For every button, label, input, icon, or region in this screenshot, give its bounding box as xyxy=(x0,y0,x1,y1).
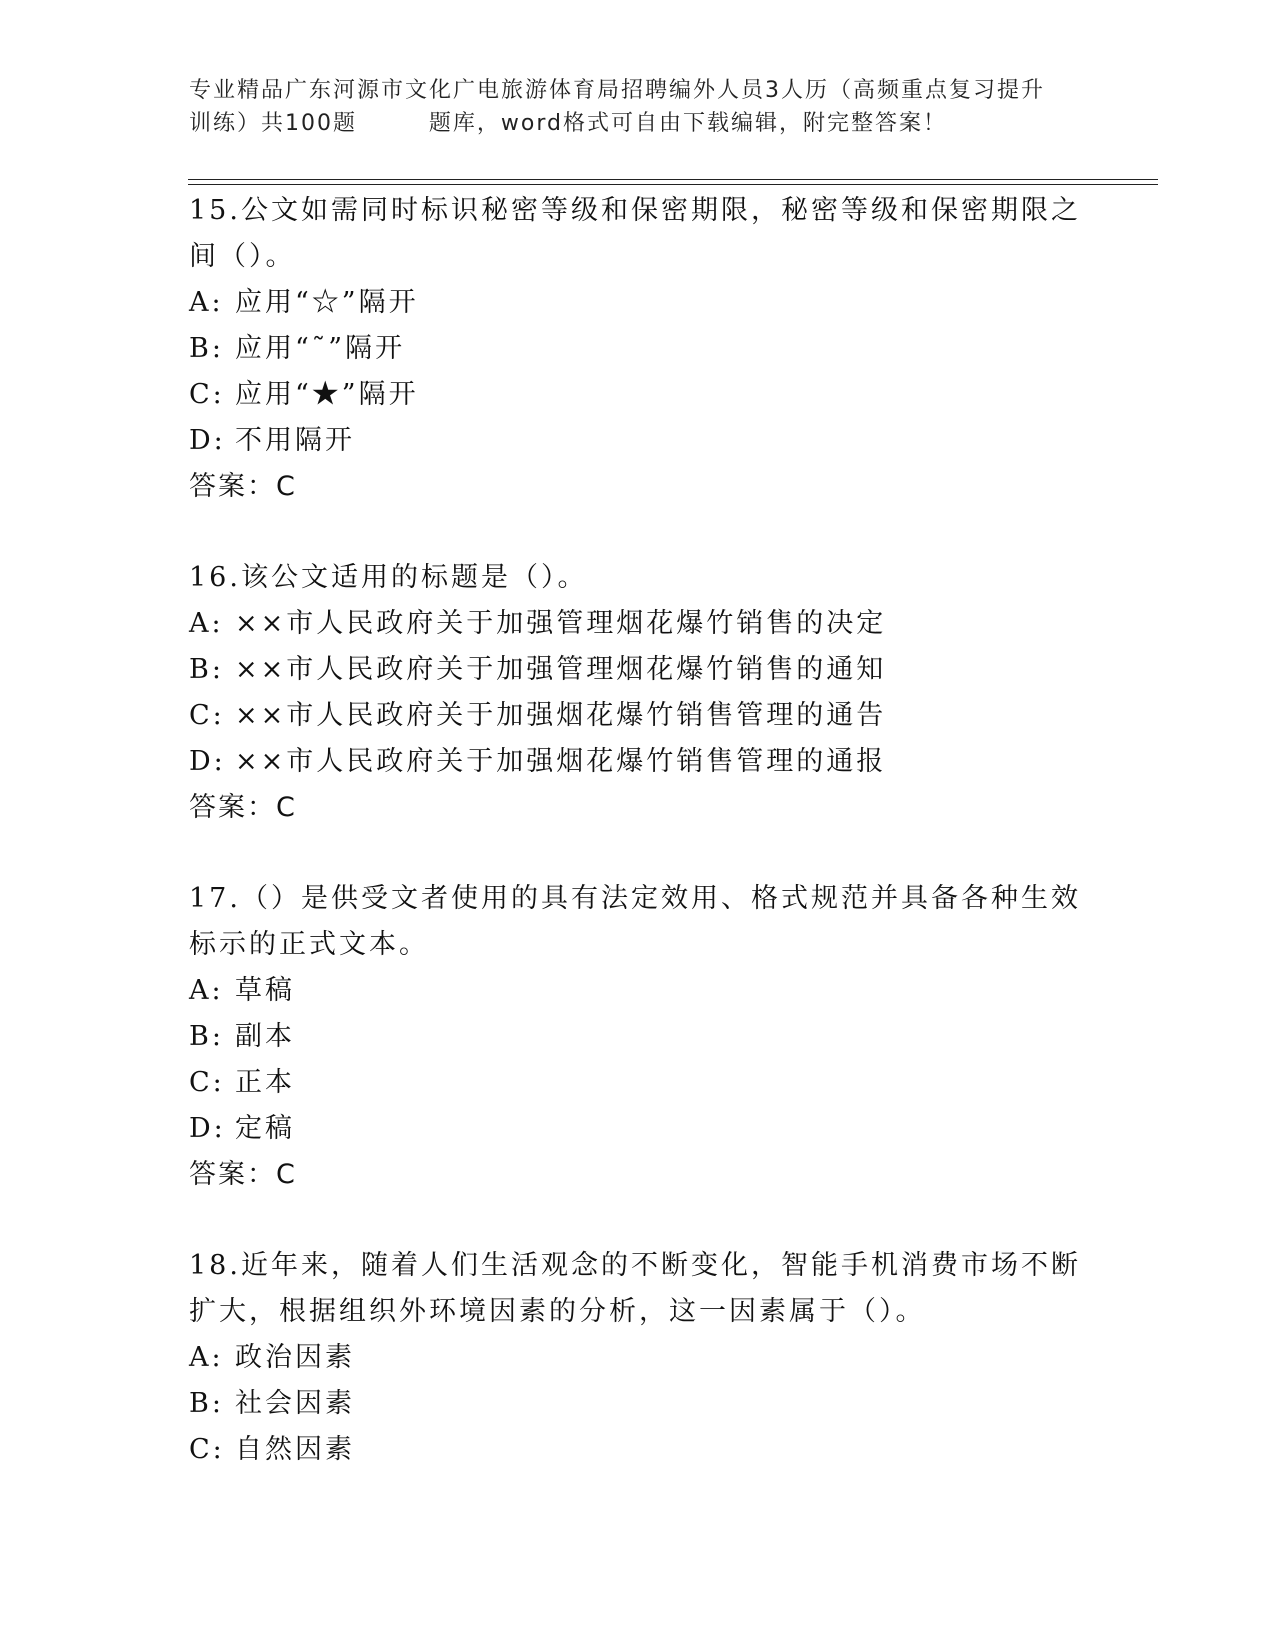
option-letter: A: xyxy=(189,287,224,318)
option-b xyxy=(189,1381,1089,1427)
option-letter: C: xyxy=(189,379,225,410)
question-15 xyxy=(189,188,1089,510)
header-divider-bottom xyxy=(188,184,1158,185)
option-letter: B: xyxy=(189,1388,224,1419)
option-text: 副本 xyxy=(235,1021,295,1052)
option-text: 应用“☆”隔开 xyxy=(235,287,419,318)
document-header xyxy=(189,74,1089,140)
answer-line: 答案：C xyxy=(189,792,297,823)
option-a xyxy=(189,1335,1089,1381)
option-letter: A: xyxy=(189,608,224,639)
option-c xyxy=(189,1060,1089,1106)
option-a xyxy=(189,968,1089,1014)
option-c xyxy=(189,372,1089,418)
option-text: ××市人民政府关于加强烟花爆竹销售管理的通告 xyxy=(235,700,887,731)
option-d xyxy=(189,1106,1089,1152)
question-17 xyxy=(189,876,1089,1198)
option-c xyxy=(189,693,1089,739)
option-d xyxy=(189,418,1089,464)
option-text: 正本 xyxy=(235,1067,295,1098)
option-b xyxy=(189,1014,1089,1060)
option-letter: B: xyxy=(189,654,224,685)
header-title-line-2: 训练）共100题 题库，word格式可自由下载编辑，附完整答案！ xyxy=(189,111,948,136)
option-a xyxy=(189,601,1089,647)
option-letter: C: xyxy=(189,700,225,731)
header-divider-top xyxy=(188,179,1158,180)
option-text: 不用隔开 xyxy=(235,425,355,456)
option-b xyxy=(189,647,1089,693)
option-text: 社会因素 xyxy=(235,1388,355,1419)
question-stem: 16.该公文适用的标题是（）。 xyxy=(189,562,588,593)
option-letter: A: xyxy=(189,975,224,1006)
option-a xyxy=(189,280,1089,326)
question-list xyxy=(189,188,1089,1518)
option-letter: C: xyxy=(189,1067,225,1098)
option-letter: D: xyxy=(189,1113,226,1144)
option-b xyxy=(189,326,1089,372)
question-stem: 17.（）是供受文者使用的具有法定效用、格式规范并具备各种生效标示的正式文本。 xyxy=(189,883,1081,960)
option-text: ××市人民政府关于加强管理烟花爆竹销售的通知 xyxy=(235,654,887,685)
option-text: ××市人民政府关于加强管理烟花爆竹销售的决定 xyxy=(235,608,887,639)
answer-line: 答案：C xyxy=(189,471,297,502)
option-letter: D: xyxy=(189,425,226,456)
header-title-line-1: 专业精品广东河源市文化广电旅游体育局招聘编外人员3人历（高频重点复习提升 xyxy=(189,78,1045,103)
question-stem: 15.公文如需同时标识秘密等级和保密期限，秘密等级和保密期限之间（）。 xyxy=(189,195,1081,272)
option-letter: D: xyxy=(189,746,226,777)
option-letter: C: xyxy=(189,1434,225,1465)
option-text: 定稿 xyxy=(235,1113,295,1144)
option-text: 应用“★”隔开 xyxy=(235,379,419,410)
question-18 xyxy=(189,1243,1089,1473)
option-text: 草稿 xyxy=(235,975,295,1006)
option-d xyxy=(189,739,1089,785)
option-text: 自然因素 xyxy=(235,1434,355,1465)
question-16 xyxy=(189,555,1089,831)
option-text: 应用“˜”隔开 xyxy=(235,333,406,364)
option-text: ××市人民政府关于加强烟花爆竹销售管理的通报 xyxy=(235,746,887,777)
option-letter: B: xyxy=(189,1021,224,1052)
option-letter: A: xyxy=(189,1342,224,1373)
option-letter: B: xyxy=(189,333,224,364)
option-c xyxy=(189,1427,1089,1473)
question-stem: 18.近年来，随着人们生活观念的不断变化，智能手机消费市场不断扩大，根据组织外环境因素的分析，这一因素属于（）。 xyxy=(189,1250,1081,1327)
answer-line: 答案：C xyxy=(189,1159,297,1190)
option-text: 政治因素 xyxy=(235,1342,355,1373)
